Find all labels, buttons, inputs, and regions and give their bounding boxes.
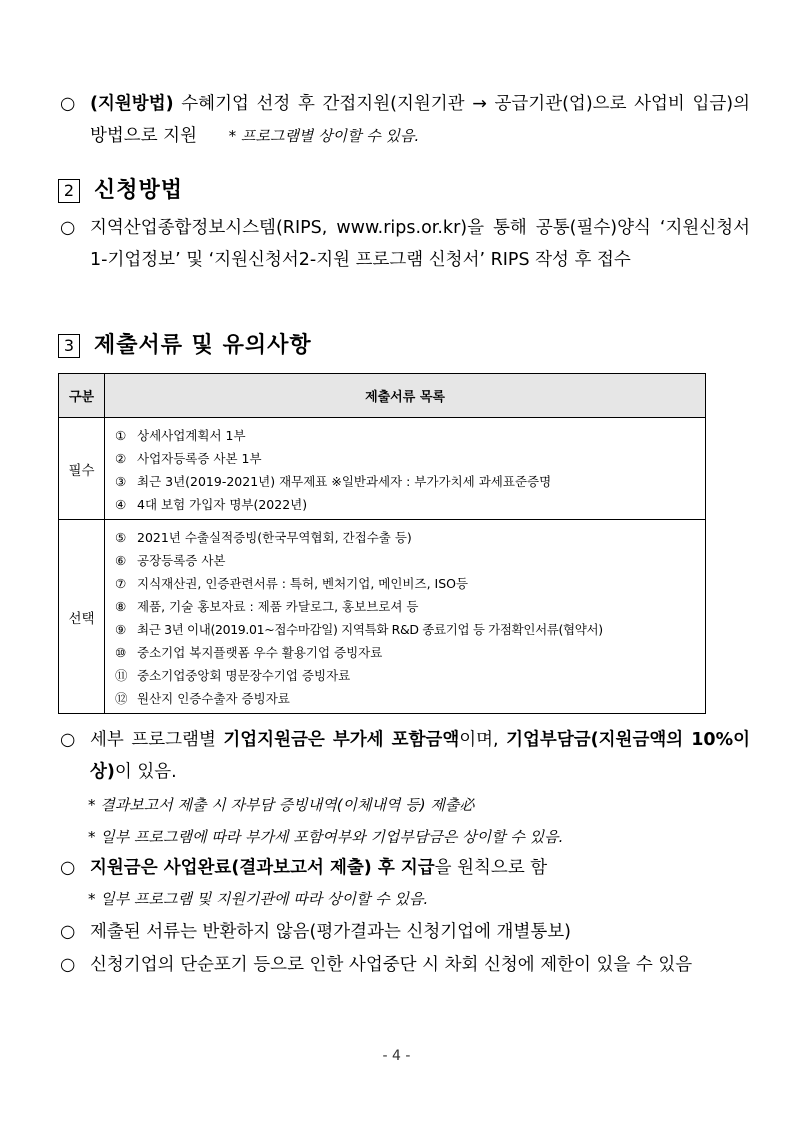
vat-subnote-1: * 결과보고서 제출 시 자부담 증빙내역(이체내역 등) 제출必: [88, 796, 475, 814]
required-items: [105, 418, 706, 520]
page-number: - 4 -: [382, 1048, 411, 1064]
support-method-note: * 프로그램별 상이할 수 있음.: [228, 127, 420, 145]
bullet-mark: ○: [60, 94, 76, 114]
vat-subnote-2: * 일부 프로그램에 따라 부가세 포함여부와 기업부담금은 상이할 수 있음.: [88, 828, 564, 846]
section-number-box: 2: [58, 179, 80, 203]
bullet-mark: ○: [60, 955, 76, 975]
list-item: ④ 4대 보험 가입자 명부(2022년): [115, 497, 308, 512]
support-method-label: (지원방법): [90, 94, 174, 114]
list-item: ⑪ 중소기업중앙회 명문장수기업 증빙자료: [115, 668, 351, 683]
category-optional: 선택: [59, 520, 105, 714]
payment-emphasis: 지원금은 사업완료(결과보고서 제출) 후 지급: [90, 858, 435, 878]
documents-table: [58, 373, 706, 714]
table-row-optional: [59, 520, 706, 714]
section-heading-documents: [58, 331, 312, 361]
section-number-box: 3: [58, 334, 80, 358]
list-item: ② 사업자등록증 사본 1부: [115, 451, 262, 466]
list-item: ⑤ 2021년 수출실적증빙(한국무역협회, 간접수출 등): [115, 530, 412, 545]
vat-included-emphasis: 기업지원금은 부가세 포함금액: [223, 730, 460, 750]
bullet-mark: ○: [60, 218, 76, 238]
restriction-text: 신청기업의 단순포기 등으로 인한 사업중단 시 차회 신청에 제한이 있을 수 있음: [90, 955, 693, 975]
bullet-mark: ○: [60, 922, 76, 942]
bullet-mark: ○: [60, 730, 76, 750]
company-share-emphasis: 기업부담금(지원금액의 10%이상): [90, 730, 751, 782]
apply-method-text: 지역산업종합정보시스템(RIPS, www.rips.or.kr)을 통해 공통(필수)양식 ‘지원신청서1-기업정보’ 및 ‘지원신청서2-지원 프로그램 신청서’ RIPS 작성 후 접수: [90, 218, 750, 270]
list-item: ③ 최근 3년(2019-2021년) 재무제표 ※일반과세자 : 부가가치세 과세표준증명: [115, 474, 552, 489]
support-method-text: 수혜기업 선정 후 간접지원(지원기관 → 공급기관(업)으로 사업비 입금)의 방법으로 지원: [90, 94, 750, 146]
category-required: 필수: [59, 418, 105, 520]
list-item: ⑫ 원산지 인증수출자 증빙자료: [115, 691, 290, 706]
document-page: ○ (지원방법) 수혜기업 선정 후 간접지원(지원기관 → 공급기관(업)으로 사업비 입금)의 방법으로 지원 * 프로그램별 상이할 수 있음. 2 신청방법 ○ 지역산업종합정보시스템(RIPS, www.rips.or.kr)을 통해 공통(필수)양식 ‘지원신청서1-기업정보’ 및 ‘지원신청서2-지원 프로그램 신청서’ RIPS 작성 후 접수 3 제출서류 및 유의사항 구분 제출서류 목록 필수 ① 상세사업계획서 1부 ② 사업자등록증 사본 1부 ③ 최근 3년(2019-2021년) 재무제표 ※일반과세자 : 부가가치세 과세표준증명 ④ 4대 보험 가입자 명부(2022년) 선택 ⑤ 2021년 수출실적증빙(한국무역협회, 간접수출 등) ⑥ 공장등록증 사본 ⑦ 지식재산권, 인증관련서류 : 특허, 벤처기업, 메인비즈, ISO등 ⑧ 제품, 기술 홍보자료 : 제품 카달로그, 홍보브로셔 등 ⑨ 최근 3년 이내(2019.01~접수마감일) 지역특화 R&D 종료기업 등 가점확인서류(협약서) ⑩ 중소기업 복지플랫폼 우수 활용기업 증빙자료 ⑪ 중소기업중앙회 명문장수기업 증빙자료 ⑫ 원산지 인증수출자 증빙자료 ○ 세부 프로그램별 기업지원금은 부가세 포함금액이며, 기업부담금(지원금액의 10%이상)이 있음. * 결과보고서 제출 시 자부담 증빙내역(이체내역 등) 제출必 * 일부 프로그램에 따라 부가세 포함여부와 기업부담금은 상이할 수 있음. ○ 지원금은 사업완료(결과보고서 제출) 후 지급을 원칙으로 함 * 일부 프로그램 및 지원기관에 따라 상이할 수 있음. ○ 제출된 서류는 반환하지 않음(평가결과는 신청기업에 개별통보) ○ 신청기업의 단순포기 등으로 인한 사업중단 시 차회 신청에 제한이 있을 수 있음 - 4 -: [0, 0, 793, 1121]
section-title: 신청방법: [94, 178, 184, 203]
list-item: ⑥ 공장등록증 사본: [115, 553, 226, 568]
list-item: ① 상세사업계획서 1부: [115, 428, 246, 443]
list-item: ⑦ 지식재산권, 인증관련서류 : 특허, 벤처기업, 메인비즈, ISO등: [115, 576, 469, 591]
optional-items: [105, 520, 706, 714]
bullet-mark: ○: [60, 858, 76, 878]
list-item: ⑨ 최근 3년 이내(2019.01~접수마감일) 지역특화 R&D 종료기업 등 가점확인서류(협약서): [115, 622, 603, 637]
table-header-row: [59, 374, 706, 418]
payment-subnote: * 일부 프로그램 및 지원기관에 따라 상이할 수 있음.: [88, 890, 429, 908]
header-documents: 제출서류 목록: [105, 374, 706, 418]
list-item: ⑧ 제품, 기술 홍보자료 : 제품 카달로그, 홍보브로셔 등: [115, 599, 419, 614]
section-title: 제출서류 및 유의사항: [94, 333, 312, 358]
table-row-required: [59, 418, 706, 520]
return-text: 제출된 서류는 반환하지 않음(평가결과는 신청기업에 개별통보): [90, 922, 571, 942]
header-category: 구분: [59, 374, 105, 418]
list-item: ⑩ 중소기업 복지플랫폼 우수 활용기업 증빙자료: [115, 645, 383, 660]
section-heading-apply-method: [58, 176, 183, 206]
